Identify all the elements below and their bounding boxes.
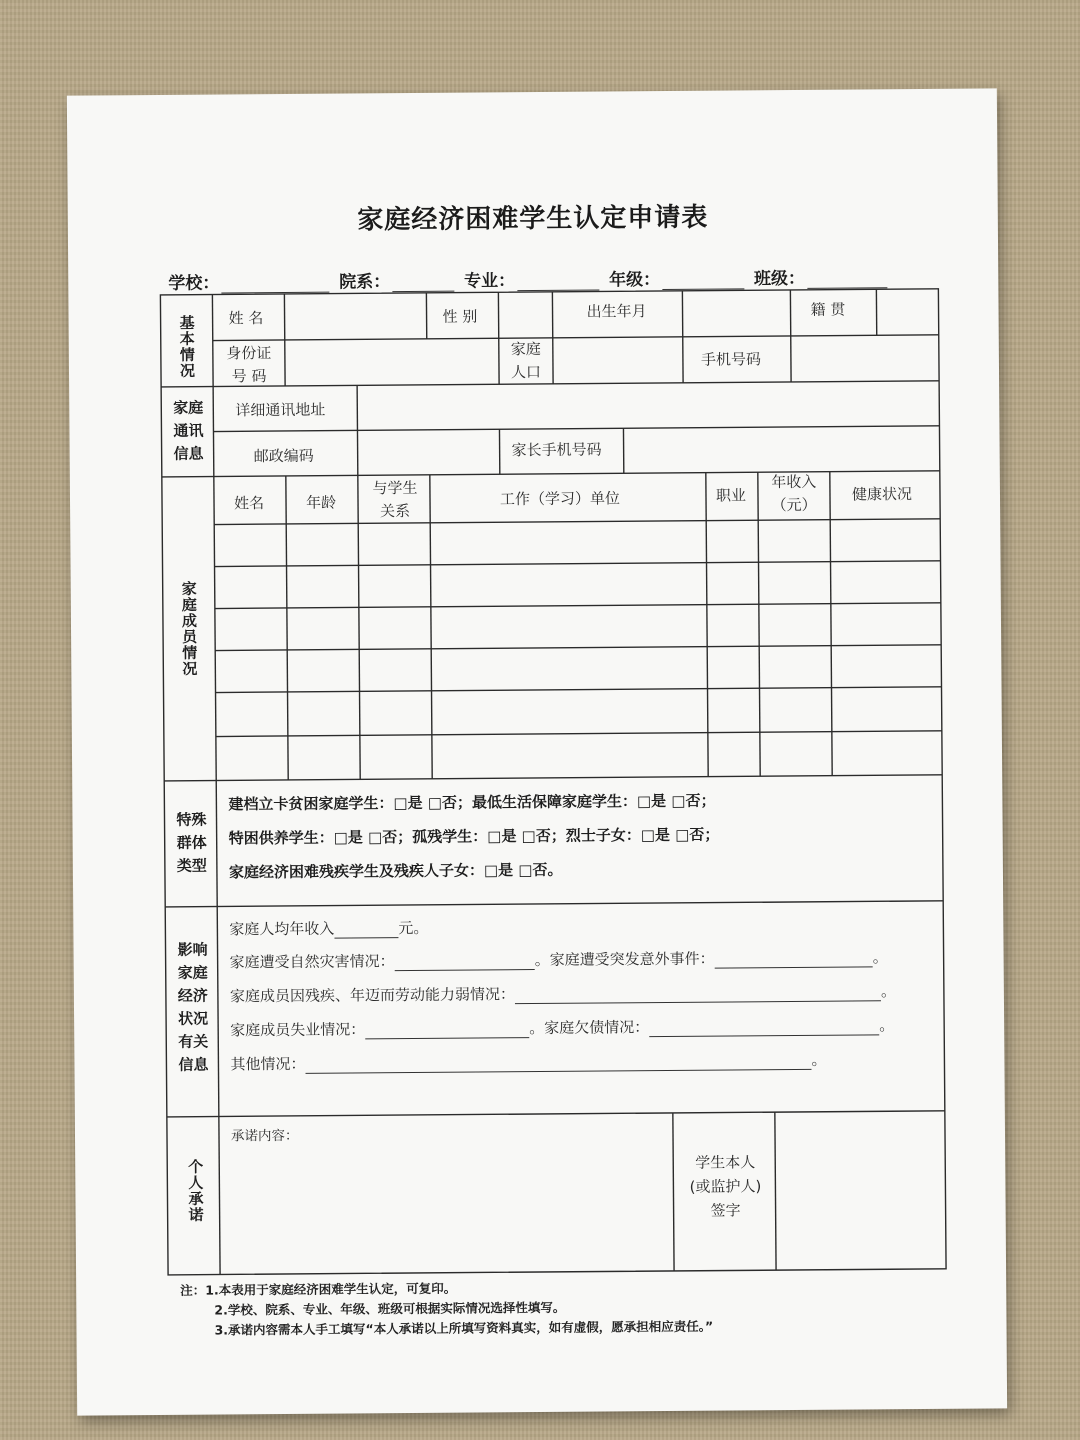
signature-line1: 学生本人	[695, 1153, 756, 1172]
basic-section-label: 基本情况	[177, 314, 197, 379]
economy-section-line1: 影响	[177, 940, 208, 959]
income-unit: 元。	[398, 918, 429, 938]
contact-section-label	[165, 397, 212, 466]
economy-section-line5: 有关	[178, 1032, 209, 1051]
disability-label: 家庭成员因残疾、年迈而劳动能力弱情况：	[229, 985, 515, 1006]
col-unit: 工作（学习）单位	[499, 489, 621, 509]
promise-content-area[interactable]	[223, 1143, 670, 1270]
debt-label: 。家庭欠债情况：	[529, 1018, 650, 1038]
special-section-line3: 类型	[176, 856, 207, 875]
col-name: 姓名	[233, 494, 265, 513]
note-3: 3.承诺内容需本人手工填写“本人承诺以上所填写资料真实，如有虚假，愿承担相应责任。”	[214, 1318, 714, 1338]
signature-line3: 签字	[710, 1201, 741, 1220]
class-label: 班级：	[753, 268, 806, 290]
col-age: 年龄	[305, 493, 337, 512]
special-section-label	[168, 809, 215, 878]
birth-label: 出生年月	[586, 302, 647, 321]
period-2: 。	[880, 982, 896, 1001]
postcode-label: 邮政编码	[253, 446, 314, 466]
family-size-line1: 家庭	[510, 339, 541, 359]
promise-content-label: 承诺内容：	[230, 1127, 299, 1145]
signature-area[interactable]	[779, 1115, 942, 1266]
note-1: 注：1.本表用于家庭经济困难学生认定，可复印。	[180, 1280, 457, 1298]
economy-section-label	[169, 939, 216, 1077]
economy-section-line4: 状况	[177, 1009, 209, 1028]
school-label: 学校：	[168, 273, 220, 294]
col-relation-line2: 关系	[380, 501, 411, 521]
native-place-label: 籍 贯	[810, 300, 846, 319]
col-job: 职业	[715, 486, 747, 505]
special-line-1: 建档立卡贫困家庭学生：□是 □否；最低生活保障家庭学生：□是 □否；	[228, 791, 716, 814]
period-4: 。	[811, 1050, 827, 1069]
id-label-line1: 身份证	[226, 344, 272, 363]
economy-section-line6: 信息	[178, 1055, 209, 1074]
form-sheet	[67, 88, 1007, 1415]
gender-label: 性 别	[442, 307, 478, 326]
col-income-line1: 年收入	[771, 472, 817, 492]
special-line-3: 家庭经济困难残疾学生及残疾人子女：□是 □否。	[228, 860, 563, 882]
col-income-line2: （元）	[771, 495, 817, 515]
other-label: 其他情况：	[230, 1054, 306, 1074]
col-relation	[362, 477, 428, 524]
income-line	[229, 917, 428, 940]
disability-field[interactable]	[515, 984, 881, 1004]
signature-label	[677, 1150, 774, 1223]
unemployment-label: 家庭成员失业情况：	[230, 1020, 366, 1040]
family-size-line2: 人口	[510, 362, 542, 382]
disaster-field[interactable]	[395, 953, 535, 971]
col-health: 健康状况	[851, 485, 913, 504]
special-line-2: 特困供养学生：□是 □否；孤残学生：□是 □否；烈士子女：□是 □否；	[228, 825, 720, 848]
period-1: 。	[872, 948, 888, 967]
contact-section-line1: 家庭	[173, 398, 204, 417]
name-label: 姓 名	[228, 309, 264, 328]
application-form-paper	[67, 88, 1007, 1415]
phone-label: 手机号码	[700, 350, 762, 369]
note-2: 2.学校、院系、专业、年级、班级可根据实际情况选择性填写。	[214, 1299, 566, 1318]
id-number-label	[217, 342, 281, 389]
accident-label: 。家庭遭受突发意外事件：	[534, 949, 715, 970]
form-title: 家庭经济困难学生认定申请表	[357, 202, 709, 236]
address-label: 详细通讯地址	[235, 400, 326, 420]
col-income	[762, 471, 826, 518]
grade-label: 年级：	[608, 270, 661, 291]
economy-section-line3: 经济	[177, 986, 208, 1005]
debt-field[interactable]	[649, 1018, 879, 1037]
promise-section-label: 个人承诺	[186, 1158, 205, 1223]
accident-field[interactable]	[715, 950, 873, 968]
unemployment-field[interactable]	[365, 1021, 529, 1039]
special-section-line2: 群体	[176, 833, 207, 852]
disaster-label: 家庭遭受自然灾害情况：	[229, 952, 395, 972]
department-label: 院系：	[339, 272, 391, 293]
parent-phone-label: 家长手机号码	[511, 440, 602, 460]
major-label: 专业：	[464, 271, 516, 292]
contact-section-line3: 信息	[173, 444, 204, 463]
members-section-label: 家庭成员情况	[179, 580, 199, 677]
income-field[interactable]	[334, 921, 398, 939]
family-size-label	[503, 338, 549, 384]
special-section-line1: 特殊	[176, 810, 207, 829]
period-3: 。	[879, 1016, 895, 1035]
contact-section-line2: 通讯	[173, 421, 204, 440]
signature-line2: (或监护人)	[689, 1177, 762, 1196]
id-label-line2: 号 码	[231, 367, 267, 386]
col-relation-line1: 与学生	[372, 478, 418, 498]
economy-section-line2: 家庭	[177, 963, 208, 982]
income-label: 家庭人均年收入	[229, 919, 335, 939]
